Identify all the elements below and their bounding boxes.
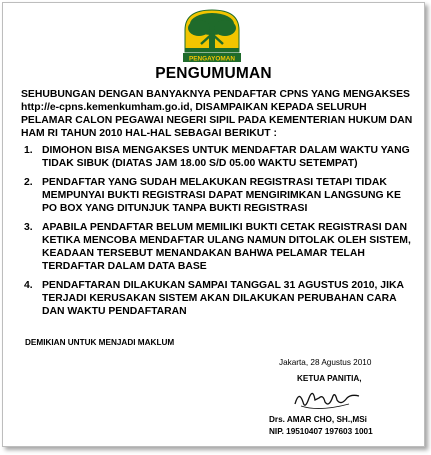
item-text: DIMOHON BISA MENGAKSES UNTUK MENDAFTAR DALAM WAKTU YANG TIDAK SIBUK (DIATAS JAM 18.00 S/D 05.00 WAKTU SETEMPAT): [42, 145, 410, 169]
handwritten-signature: [289, 384, 424, 414]
pengayoman-tree-icon: [181, 8, 243, 64]
list-item: [21, 176, 418, 215]
signature-block: [269, 358, 424, 436]
item-text: APABILA PENDAFTAR BELUM MEMILIKI BUKTI CETAK REGISTRASI DAN KETIKA MENCOBA MENDAFTAR ULANG NAMUN DITOLAK OLEH SISTEM, KEADAAN TERSEBUT MENANDAKAN BAHWA PELAMAR TELAH TERDAFTAR DALAM DATA BASE: [42, 222, 411, 272]
item-number: 4.: [24, 280, 33, 291]
item-text: PENDAFTAR YANG SUDAH MELAKUKAN REGISTRASI TETAPI TIDAK MEMPUNYAI BUKTI REGISTRASI DAPAT MENGIRIMKAN LANGSUNG KE PO BOX YANG DITUNJUK TANPA BUKTI REGISTRASI: [42, 177, 401, 214]
list-item: [21, 221, 418, 273]
intro-text-before: SEHUBUNGAN DENGAN BANYAKNYA PENDAFTAR CPNS YANG MENGAKSES: [21, 89, 410, 100]
item-number: 1.: [24, 145, 33, 156]
pengayoman-logo: [181, 8, 243, 64]
points-list: [21, 144, 418, 318]
announcement-body: [21, 88, 418, 324]
page-title: PENGUMUMAN: [155, 65, 272, 82]
list-item: [21, 144, 418, 170]
intro-paragraph: [21, 88, 418, 140]
signer-name: Drs. AMAR CHO, SH.,MSi: [269, 415, 367, 424]
item-text: PENDAFTARAN DILAKUKAN SAMPAI TANGGAL 31 AGUSTUS 2010, JIKA TERJADI KERUSAKAN SISTEM AKAN DILAKUKAN PERUBAHAN CARA DAN WAKTU PENDAFTARAN: [42, 280, 404, 317]
announcement-document: [2, 2, 425, 447]
list-item: [21, 279, 418, 318]
signer-nip: NIP. 19510407 197603 1001: [269, 427, 373, 436]
logo-caption: PENGAYOMAN: [189, 55, 235, 63]
signer-role: KETUA PANITIA,: [297, 374, 362, 383]
intro-text-after: , DISAMPAIKAN KEPADA SELURUH PELAMAR CALON PEGAWAI NEGERI SIPIL PADA KEMENTERIAN HUKUM DAN HAM RI TAHUN 2010 HAL-HAL SEBAGAI BERIKUT :: [21, 102, 413, 139]
place-date: Jakarta, 28 Agustus 2010: [279, 358, 372, 367]
closing-statement: DEMIKIAN UNTUK MENJADI MAKLUM: [25, 338, 175, 347]
item-number: 3.: [24, 222, 33, 233]
intro-url: http://e-cpns.kemenkumham.go.id: [21, 102, 190, 113]
item-number: 2.: [24, 177, 33, 188]
